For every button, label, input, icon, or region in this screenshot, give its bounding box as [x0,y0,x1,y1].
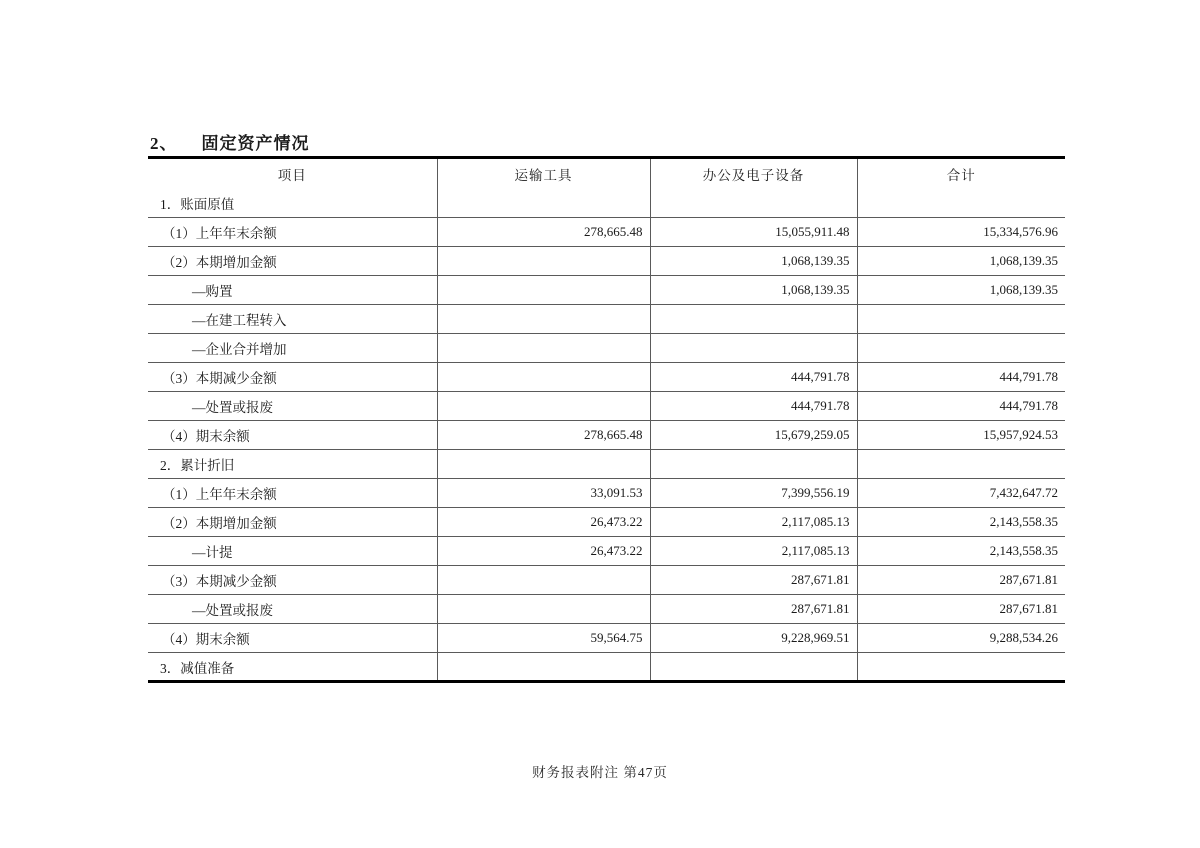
table-row [148,421,1065,450]
cell-value: 7,399,556.19 [650,479,857,508]
row-label: —处置或报废 [148,595,437,624]
cell-value: 287,671.81 [999,572,1058,587]
cell-value: 287,671.81 [650,566,857,595]
cell-value: 26,473.22 [437,508,650,537]
table-row [148,276,1065,305]
table-row [148,508,1065,537]
cell-value [650,305,857,334]
row-label: （2）本期增加金额 [148,247,437,276]
cell-value: 15,334,576.96 [983,224,1058,239]
cell-value: 278,665.48 [437,218,650,247]
cell-value: 1,068,139.35 [650,276,857,305]
cell-value: 2,117,085.13 [650,537,857,566]
cell-value [437,653,650,682]
section-title-text: 固定资产情况 [201,134,310,153]
header-row [148,158,1065,189]
fixed-assets-table [148,156,1065,683]
table-row [148,247,1065,276]
row-label: 1．账面原值 [148,189,437,218]
cell-value [437,189,650,218]
cell-value: 287,671.81 [999,601,1058,616]
table-row [148,450,1065,479]
table-row [148,537,1065,566]
row-label: 2．累计折旧 [148,450,437,479]
cell-value: 59,564.75 [437,624,650,653]
cell-value [437,247,650,276]
table-row [148,218,1065,247]
cell-value: 15,679,259.05 [650,421,857,450]
row-label: （3）本期减少金额 [148,363,437,392]
cell-value [857,189,1065,218]
table-row [148,305,1065,334]
cell-value: 444,791.78 [650,392,857,421]
cell-value: 33,091.53 [437,479,650,508]
cell-value: 9,288,534.26 [989,630,1058,645]
cell-value: 444,791.78 [999,398,1058,413]
table-row [148,392,1065,421]
cell-value: 2,143,558.35 [989,514,1058,529]
row-label: —计提 [148,537,437,566]
cell-value [857,653,1065,682]
cell-value [437,595,650,624]
table-header [148,158,1065,189]
cell-value: 1,068,139.35 [989,282,1058,297]
row-label: （1）上年年末余额 [148,479,437,508]
column-header-item: 项目 [148,158,437,189]
cell-value [857,450,1065,479]
cell-value: 15,957,924.53 [983,427,1058,442]
table-row [148,595,1065,624]
table-row [148,653,1065,682]
row-label: （4）期末余额 [148,624,437,653]
cell-value [437,392,650,421]
cell-value [437,334,650,363]
cell-value [437,566,650,595]
cell-value: 1,068,139.35 [989,253,1058,268]
cell-value: 444,791.78 [650,363,857,392]
cell-value [650,450,857,479]
cell-value: 15,055,911.48 [650,218,857,247]
cell-value [650,653,857,682]
row-label: （1）上年年末余额 [148,218,437,247]
table-row [148,479,1065,508]
cell-value: 7,432,647.72 [989,485,1058,500]
row-label: （3）本期减少金额 [148,566,437,595]
column-header-total: 合计 [946,167,976,183]
cell-value [650,334,857,363]
table-row [148,566,1065,595]
column-header-office: 办公及电子设备 [650,158,857,189]
page-footer: 财务报表附注 第47页 [532,765,668,780]
cell-value [857,334,1065,363]
cell-value [650,189,857,218]
row-label: —购置 [148,276,437,305]
cell-value: 9,228,969.51 [650,624,857,653]
cell-value [437,276,650,305]
cell-value [437,450,650,479]
cell-value [437,305,650,334]
cell-value: 444,791.78 [999,369,1058,384]
row-label: （4）期末余额 [148,421,437,450]
section-title [150,129,310,154]
row-label: —在建工程转入 [148,305,437,334]
cell-value [437,363,650,392]
cell-value: 278,665.48 [437,421,650,450]
row-label: （2）本期增加金额 [148,508,437,537]
cell-value [857,305,1065,334]
column-header-transport: 运输工具 [437,158,650,189]
section-number: 2、 [150,134,178,153]
table-row [148,624,1065,653]
table-body [148,189,1065,682]
cell-value: 2,117,085.13 [650,508,857,537]
cell-value: 2,143,558.35 [989,543,1058,558]
row-label: —企业合并增加 [148,334,437,363]
row-label: 3．减值准备 [148,653,437,682]
table-row [148,334,1065,363]
row-label: —处置或报废 [148,392,437,421]
cell-value: 1,068,139.35 [650,247,857,276]
cell-value: 287,671.81 [650,595,857,624]
table-row [148,189,1065,218]
table-row [148,363,1065,392]
cell-value: 26,473.22 [437,537,650,566]
